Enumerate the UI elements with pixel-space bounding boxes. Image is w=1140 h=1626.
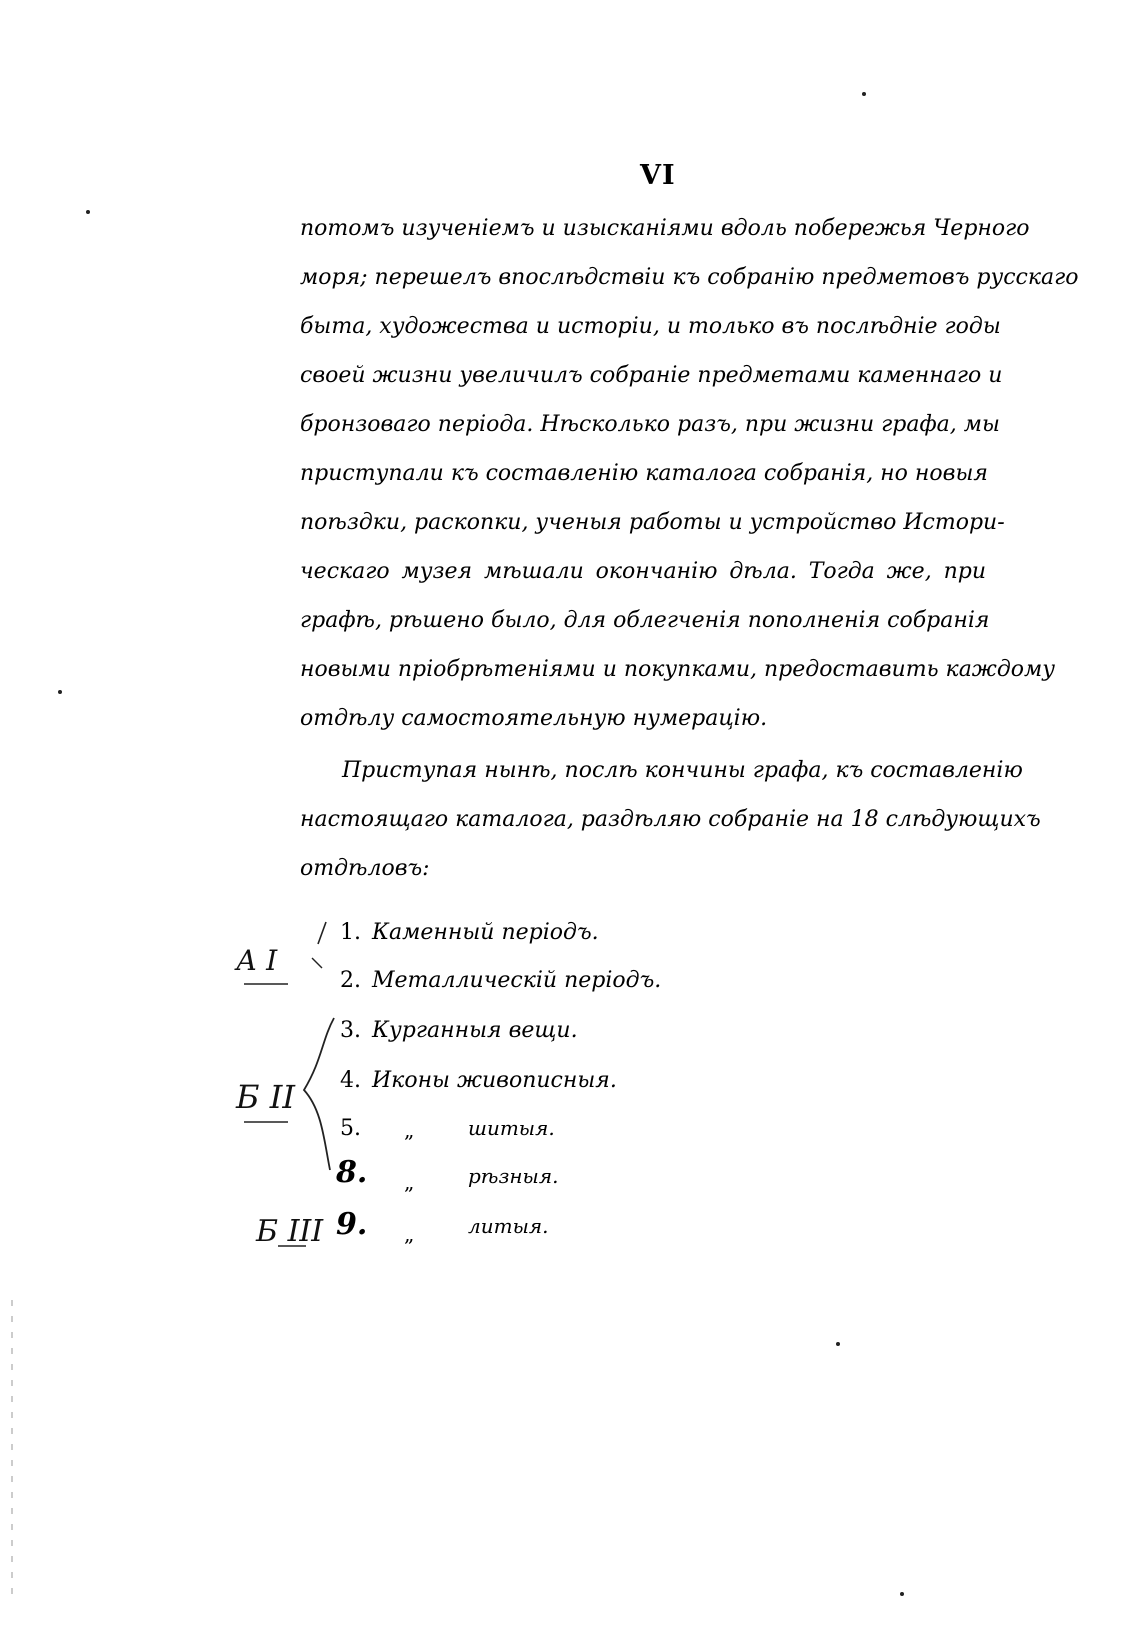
brace-stroke [312, 958, 322, 968]
margin-note: Б II [236, 1078, 295, 1116]
text-line: поѣздки, раскопки, ученыя работы и устройство Истори- [300, 510, 1005, 535]
text-line: потомъ изученіемъ и изысканіями вдоль побережья Черного [300, 216, 1030, 241]
text-line: новыми пріобрѣтеніями и покупками, предоставить каждому [300, 657, 1056, 682]
text-line: приступали къ составленію каталога собранія, но новыя [300, 461, 988, 486]
list-text: рѣзныя. [468, 1164, 559, 1188]
text-line: ческаго музея мѣшали окончанію дѣла. Тогда же, при [300, 559, 986, 584]
text-line: отдѣловъ: [300, 856, 430, 881]
speck [836, 1342, 840, 1346]
speck [86, 210, 90, 214]
list-number: 8. [336, 1155, 368, 1190]
text-line: отдѣлу самостоятельную нумерацію. [300, 706, 768, 731]
text-line: бронзоваго періода. Нѣсколько разъ, при жизни графа, мы [300, 412, 1000, 437]
list-text: шитыя. [468, 1116, 555, 1140]
list-number: 9. [336, 1207, 368, 1242]
ditto-mark: „ [404, 1170, 415, 1194]
page-number: VI [640, 160, 676, 191]
list-text: Каменный періодъ. [372, 920, 599, 945]
text-line: графѣ, рѣшено было, для облегченія пополненія собранія [300, 608, 990, 633]
list-text: литыя. [468, 1214, 549, 1238]
list-text: Курганныя вещи. [372, 1018, 578, 1043]
list-number: 4. [340, 1068, 361, 1093]
list-text: Металлическій періодъ. [372, 968, 662, 993]
speck [900, 1592, 904, 1596]
margin-note: А I [236, 944, 278, 977]
brace-stroke [304, 1018, 334, 1170]
ditto-mark: „ [404, 1118, 415, 1142]
ditto-mark: „ [404, 1222, 415, 1246]
text-line: своей жизни увеличилъ собраніе предметами каменнаго и [300, 363, 1003, 388]
text-line: настоящаго каталога, раздѣляю собраніе на 18 слѣдующихъ [300, 807, 1041, 832]
text-line: быта, художества и исторіи, и только въ послѣдніе годы [300, 314, 1001, 339]
speck [58, 690, 62, 694]
list-text: Иконы живописныя. [372, 1068, 617, 1093]
margin-note: Б III [256, 1214, 324, 1249]
list-number: 1. [340, 920, 361, 945]
text-line: моря; перешелъ впослѣдствіи къ собранію предметовъ русскаго [300, 265, 1079, 290]
list-number: 2. [340, 968, 361, 993]
list-number: 3. [340, 1018, 361, 1043]
speck [862, 92, 866, 96]
brace-stroke [318, 922, 326, 944]
list-number: 5. [340, 1116, 361, 1141]
text-line: Приступая нынѣ, послѣ кончины графа, къ составленію [342, 758, 1023, 783]
